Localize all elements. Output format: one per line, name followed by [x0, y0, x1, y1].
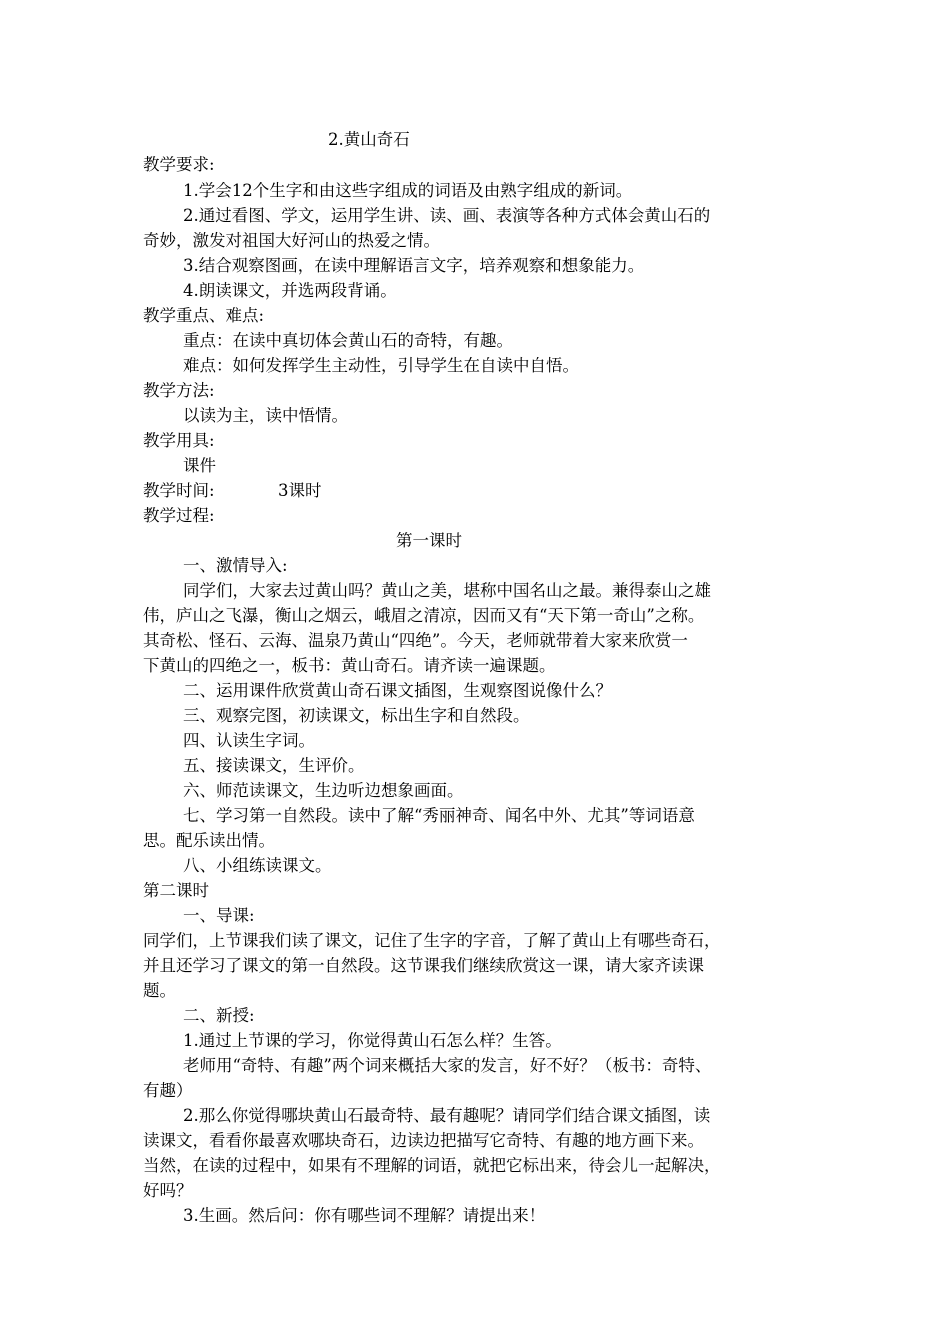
tools-text: 课件 — [183, 456, 216, 475]
lesson1-line: 同学们，大家去过黄山吗？黄山之美，堪称中国名山之最。兼得泰山之雄 — [183, 581, 711, 600]
lesson2-line: 老师用“奇特、有趣”两个词来概括大家的发言，好不好？（板书：奇特、 — [183, 1056, 712, 1075]
difficult-point: 难点：如何发挥学生主动性，引导学生在自读中自悟。 — [183, 356, 579, 375]
requirements-heading: 教学要求: — [143, 155, 215, 174]
lesson1-line: 三、观察完图，初读课文，标出生字和自然段。 — [183, 706, 530, 725]
time-heading: 教学时间: — [143, 481, 215, 500]
requirement-line: 1.学会12个生字和由这些字组成的词语及由熟字组成的新词。 — [183, 181, 633, 200]
lesson2-line: 一、导课: — [183, 906, 255, 925]
lesson2-line: 好吗？ — [143, 1181, 193, 1200]
lesson2-line: 二、新授: — [183, 1006, 255, 1025]
lesson1-line: 五、接读课文，生评价。 — [183, 756, 365, 775]
requirement-line: 3.结合观察图画，在读中理解语言文字，培养观察和想象能力。 — [183, 256, 645, 275]
lesson2-title: 第二课时 — [143, 881, 209, 900]
lesson2-line: 2.那么你觉得哪块黄山石最奇特、最有趣呢？请同学们结合课文插图，读 — [183, 1106, 711, 1125]
lesson1-line: 一、激情导入: — [183, 556, 288, 575]
lesson2-line: 当然，在读的过程中，如果有不理解的词语，就把它标出来，待会儿一起解决， — [143, 1156, 721, 1175]
lesson1-line: 下黄山的四绝之一，板书：黄山奇石。请齐读一遍课题。 — [143, 656, 556, 675]
lesson1-line: 其奇松、怪石、云海、温泉乃黄山“四绝”。今天，老师就带着大家来欣赏一 — [143, 631, 688, 650]
lesson2-line: 同学们，上节课我们读了课文，记住了生字的字音，了解了黄山上有哪些奇石， — [143, 931, 721, 950]
requirement-line: 4.朗读课文，并选两段背诵。 — [183, 281, 397, 300]
lesson1-line: 八、小组练读课文。 — [183, 856, 332, 875]
lesson2-line: 有趣） — [143, 1081, 193, 1100]
method-text: 以读为主，读中悟情。 — [183, 406, 348, 425]
lesson2-line: 并且还学习了课文的第一自然段。这节课我们继续欣赏这一课，请大家齐读课 — [143, 956, 704, 975]
tools-heading: 教学用具: — [143, 431, 215, 450]
lesson1-line: 七、学习第一自然段。读中了解“秀丽神奇、闻名中外、尤其”等词语意 — [183, 806, 695, 825]
process-heading: 教学过程: — [143, 506, 215, 525]
lesson1-line: 四、认读生字词。 — [183, 731, 315, 750]
method-heading: 教学方法: — [143, 381, 215, 400]
lesson2-line: 3.生画。然后问：你有哪些词不理解？请提出来！ — [183, 1206, 546, 1225]
lesson1-line: 二、运用课件欣赏黄山奇石课文插图，生观察图说像什么？ — [183, 681, 612, 700]
time-value: 3课时 — [278, 481, 322, 500]
page-title: 2.黄山奇石 — [328, 130, 410, 149]
lesson1-line: 六、师范读课文，生边听边想象画面。 — [183, 781, 464, 800]
lesson2-line: 读课文，看看你最喜欢哪块奇石，边读边把描写它奇特、有趣的地方画下来。 — [143, 1131, 704, 1150]
requirement-line: 奇妙，激发对祖国大好河山的热爱之情。 — [143, 231, 440, 250]
focus-heading: 教学重点、难点: — [143, 306, 265, 325]
requirement-line: 2.通过看图、学文，运用学生讲、读、画、表演等各种方式体会黄山石的 — [183, 206, 711, 225]
key-point: 重点：在读中真切体会黄山石的奇特，有趣。 — [183, 331, 513, 350]
lesson1-title: 第一课时 — [396, 531, 462, 550]
lesson2-line: 题。 — [143, 981, 176, 1000]
lesson2-line: 1.通过上节课的学习，你觉得黄山石怎么样？生答。 — [183, 1031, 562, 1050]
lesson1-line: 思。配乐读出情。 — [143, 831, 275, 850]
lesson1-line: 伟，庐山之飞瀑，衡山之烟云，峨眉之清凉，因而又有“天下第一奇山”之称。 — [143, 606, 705, 625]
